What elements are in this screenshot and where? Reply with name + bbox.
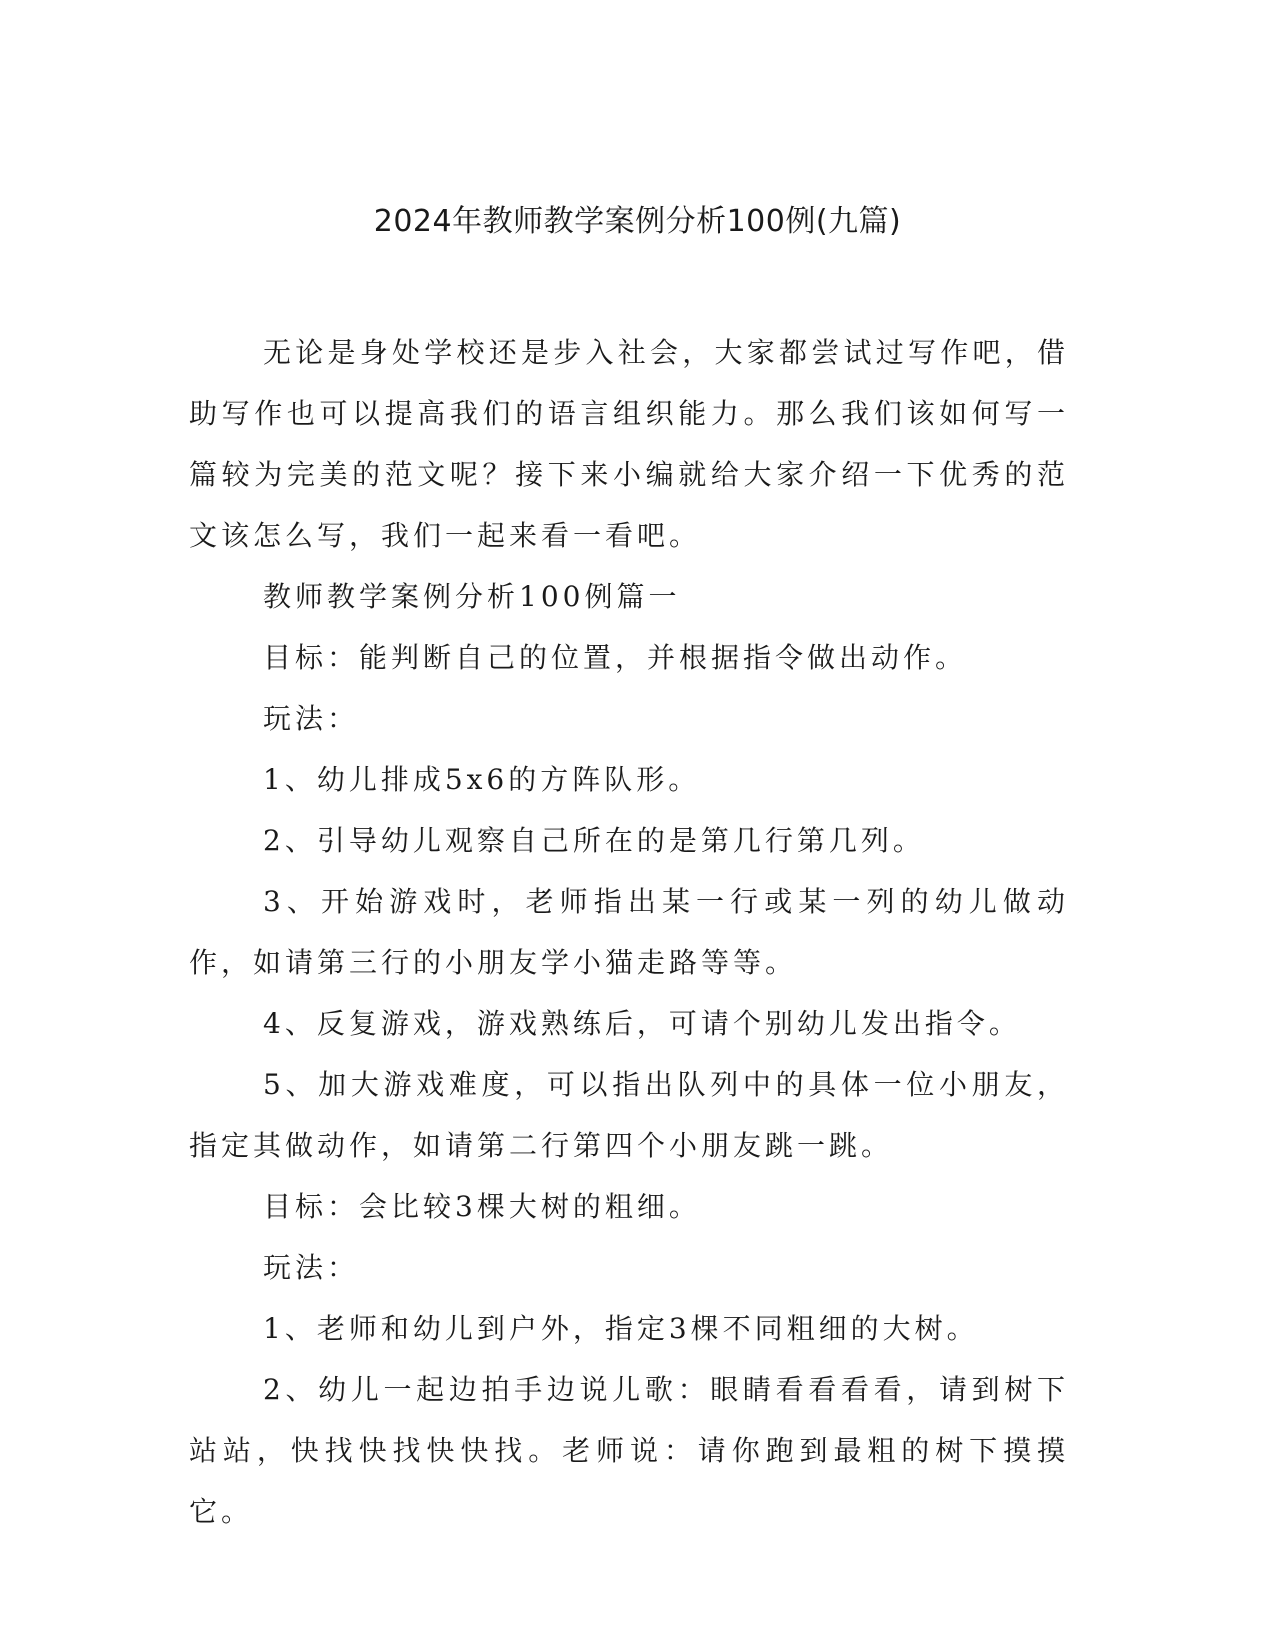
step-paragraph: 2、幼儿一起边拍手边说儿歌：眼睛看看看看，请到树下站站，快找快找快快找。老师说：请你跑到最粗的树下摸摸它。 [189,1373,1069,1528]
step-paragraph: 5、加大游戏难度，可以指出队列中的具体一位小朋友，指定其做动作，如请第二行第四个小朋友跳一跳。 [189,1068,1069,1162]
step-paragraph: 1、老师和幼儿到户外，指定3棵不同粗细的大树。 [263,1312,979,1345]
method-label: 玩法： [263,702,360,735]
step-paragraph: 3、开始游戏时，老师指出某一行或某一列的幼儿做动作，如请第三行的小朋友学小猫走路等等。 [189,885,1069,979]
step-paragraph: 1、幼儿排成5x6的方阵队形。 [263,763,701,796]
intro-paragraph: 无论是身处学校还是步入社会，大家都尝试过写作吧，借助写作也可以提高我们的语言组织能力。那么我们该如何写一篇较为完美的范文呢？接下来小编就给大家介绍一下优秀的范文该怎么写，我们一起来看一看吧。 [189,336,1069,552]
section-heading: 教师教学案例分析100例篇一 [263,580,681,613]
step-paragraph: 2、引导幼儿观察自己所在的是第几行第几列。 [263,824,925,857]
step-paragraph: 4、反复游戏，游戏熟练后，可请个别幼儿发出指令。 [263,1007,1021,1040]
goal-paragraph: 目标：会比较3棵大树的粗细。 [263,1190,701,1223]
method-label: 玩法： [263,1251,360,1284]
document-title: 2024年教师教学案例分析100例(九篇) [373,204,902,239]
document-body [189,322,1069,1542]
goal-paragraph: 目标：能判断自己的位置，并根据指令做出动作。 [263,641,968,674]
